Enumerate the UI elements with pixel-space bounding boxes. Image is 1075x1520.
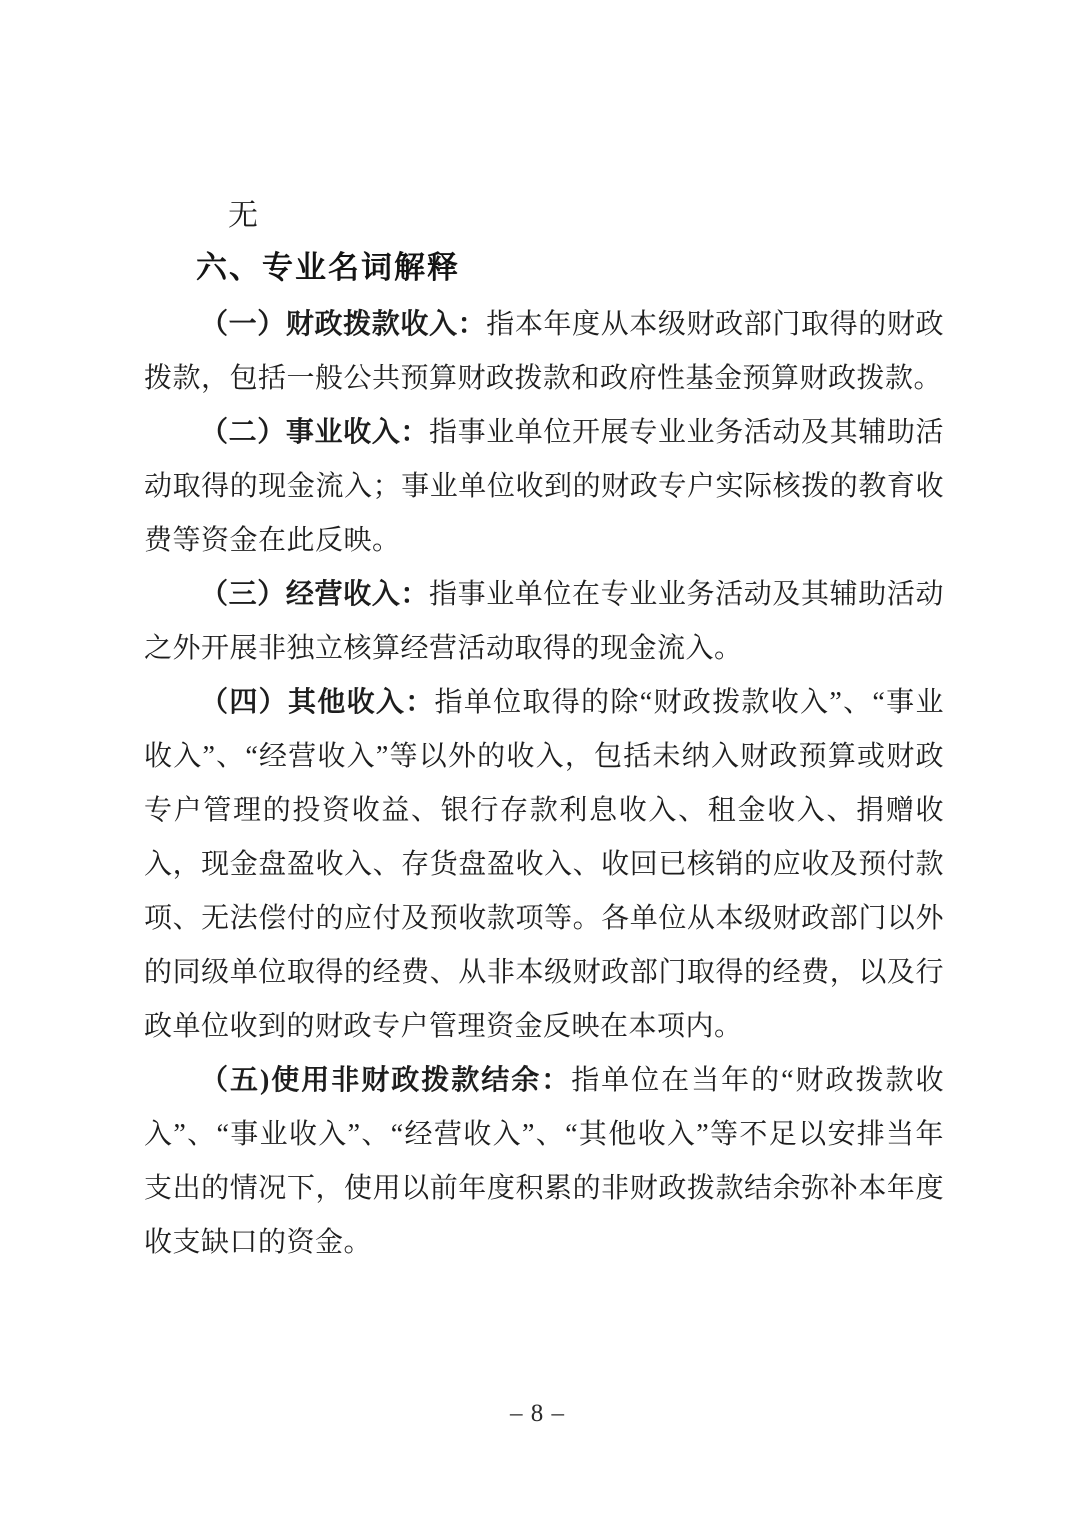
definition-paragraph-5 [144,1054,944,1270]
definitions-list [144,298,944,1270]
term-label-fiscal-appropriation-income: （一）财政拨款收入： [200,309,487,340]
definition-paragraph-4 [144,676,944,1054]
definition-paragraph-1 [144,298,944,406]
definition-paragraph-3 [144,568,944,676]
none-text: 无 [228,199,258,232]
page-number: – 8 – [510,1400,565,1427]
term-label-other-income: （四）其他收入： [200,687,435,718]
definition-paragraph-2 [144,406,944,568]
definition-text: 指单位取得的除“财政拨款收入”、“事业收入”、“经营收入”等以外的收入，包括未纳入财政预算或财政专户管理的投资收益、银行存款利息收入、租金收入、捐赠收入，现金盘盈收入、存货盘盈收入、收回已核销的应收及预付款项、无法偿付的应付及预收款项等。各单位从本级财政部门以外的同级单位取得的经费、从非本级财政部门取得的经费，以及行政单位收到的财政专户管理资金反映在本项内。 [144,687,944,1042]
section-heading: 六、专业名词解释 [196,250,460,285]
definition-text: 指本年度从本级财政部门取得的财政拨款，包括一般公共预算财政拨款和政府性基金预算财政拨款。 [144,309,944,394]
definition-text: 指事业单位在专业业务活动及其辅助活动之外开展非独立核算经营活动取得的现金流入。 [144,579,944,664]
term-label-business-income: （三）经营收入： [200,579,429,610]
definition-text: 指单位在当年的“财政拨款收入”、“事业收入”、“经营收入”、“其他收入”等不足以安排当年支出的情况下，使用以前年度积累的非财政拨款结余弥补本年度收支缺口的资金。 [144,1065,944,1258]
definition-text: 指事业单位开展专业业务活动及其辅助活动取得的现金流入；事业单位收到的财政专户实际核拨的教育收费等资金在此反映。 [144,417,944,556]
term-label-non-fiscal-surplus-usage: （五)使用非财政拨款结余： [200,1065,572,1096]
term-label-operational-income: （二）事业收入： [200,417,429,448]
